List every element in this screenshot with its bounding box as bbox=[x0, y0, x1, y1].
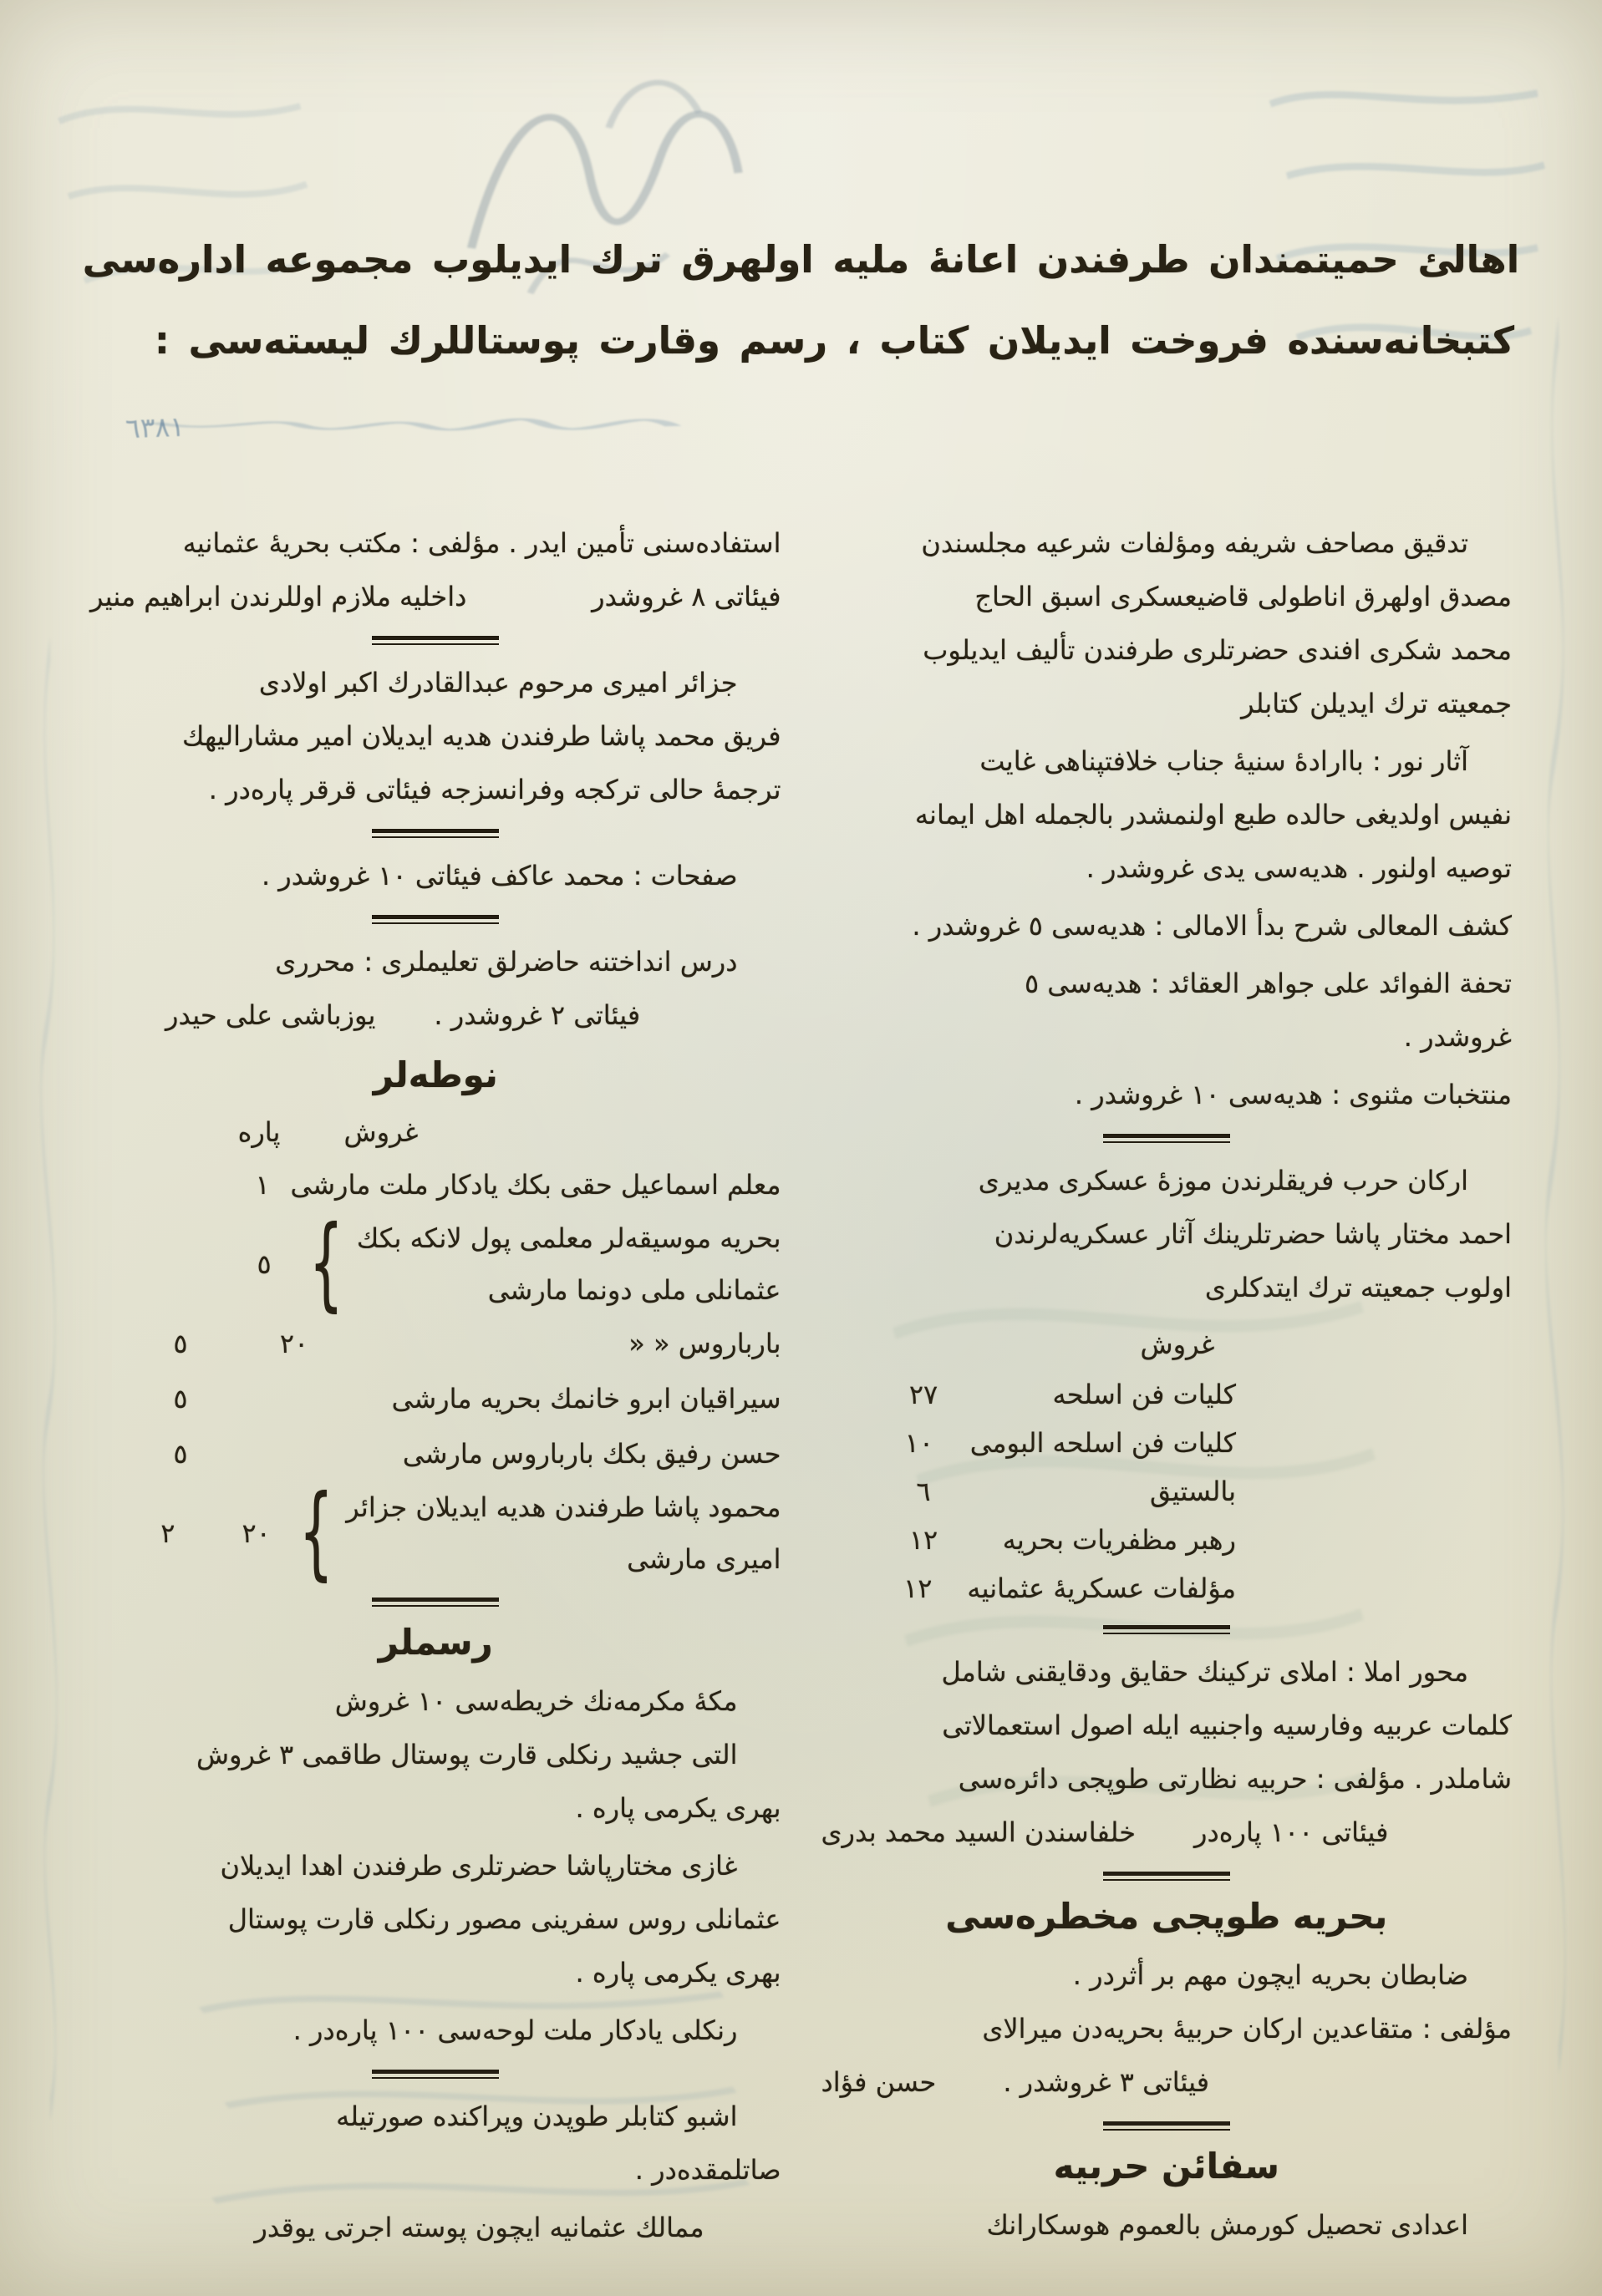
text-line: غازى مختارپاشا حضرتلرى طرفندن اهدا ايديلان bbox=[220, 1850, 738, 1882]
text-line: محمد شكرى افندى حضرتلرى طرفندن تأليف ايديلوب bbox=[923, 634, 1512, 666]
price-value: ٢٧ bbox=[908, 1379, 938, 1410]
paragraph-yadigar-levha bbox=[90, 2004, 781, 2057]
text-line: مؤلفى : متقاعدين اركان حربيهٔ بحريه‌دن ميرالاى bbox=[982, 2013, 1512, 2045]
text-line: جزائر اميرى مرحوم عبدالقادرك اكبر اولادى bbox=[258, 667, 738, 698]
price-table-unit-header: غروش bbox=[1140, 1328, 1215, 1360]
paragraph-mihver-imla bbox=[821, 1645, 1513, 1859]
text-line: صاتلمقده‌در . bbox=[634, 2154, 781, 2186]
column-left bbox=[90, 516, 781, 2296]
text-line: توصيه اولنور . هديه‌سى يدى غروشدر . bbox=[1086, 852, 1512, 884]
text-line: رنكلى يادكار ملت لوحه‌سى ١٠٠ پاره‌در . bbox=[292, 2014, 738, 2046]
text-line: محمود پاشا طرفندن هديه ايديلان جزائر bbox=[346, 1491, 781, 1523]
paragraph-isbu-kitablar bbox=[90, 2090, 781, 2197]
text-line: فريق محمد پاشا طرفندن هديه ايديلان امير مشاراليهك bbox=[181, 720, 781, 752]
section-heading-notalar: نوطه‌لر bbox=[373, 1054, 498, 1095]
showthrough-handwriting bbox=[125, 393, 702, 460]
author-name: يوزباشى على حيدر bbox=[165, 999, 376, 1031]
paragraph-tuhfetulfevaid bbox=[821, 957, 1513, 1064]
march-title: بارباروس « « bbox=[628, 1328, 781, 1359]
text-line: استفاده‌سنى تأمين ايدر . مؤلفى : مكتب بحريهٔ عثمانيه bbox=[182, 527, 781, 559]
page-heading bbox=[0, 237, 1602, 363]
text-line: تحفة الفوائد على جواهر العقائد : هديه‌سى ٥ bbox=[1024, 968, 1512, 999]
paragraph-istifade bbox=[90, 516, 781, 623]
paragraph-gazi-muhtar bbox=[90, 1839, 781, 1999]
author-price-line bbox=[90, 988, 781, 1042]
text-line: محور املا : املاى تركينك حقايق ودقايقنى شامل bbox=[941, 1656, 1468, 1688]
book-title: كليات فن اسلحه bbox=[1052, 1379, 1236, 1410]
paragraph-erkan-harb bbox=[821, 1154, 1513, 1314]
group-brace: { bbox=[298, 1474, 333, 1592]
notes-price-table bbox=[90, 1107, 781, 1592]
text-line: كشف المعالى شرح بدأ الامالى : هديه‌سى ٥ غروشدر . bbox=[912, 910, 1512, 942]
price-text: فيئاتى ٢ غروشدر . bbox=[434, 999, 641, 1031]
march-title: حسن رفيق بكك بارباروس مارشى bbox=[402, 1438, 781, 1470]
text-line: اولوب جمعيته ترك ايتدكلرى bbox=[1204, 1272, 1512, 1303]
price-text: فيئاتى ٨ غروشدر bbox=[592, 581, 781, 612]
text-line: ترجمهٔ حالى تركجه وفرانسزجه فيئاتى قرقر پاره‌در . bbox=[208, 774, 781, 805]
text-line: كلمات عربيه وفارسيه واجنبيه ايله اصول استعمالاتى bbox=[942, 1709, 1512, 1741]
paragraph-ders-endahtine bbox=[90, 935, 781, 1042]
kurus-value: ٢٠ bbox=[279, 1328, 309, 1359]
text-line: ممالك عثمانيه ايچون پوسته اجرتى يوقدر bbox=[254, 2212, 704, 2243]
book-title: مؤلفات عسكريهٔ عثمانيه bbox=[967, 1572, 1236, 1604]
table-row bbox=[868, 1419, 1236, 1467]
price-text: فيئاتى ١٠٠ پاره‌در bbox=[1194, 1816, 1389, 1848]
paragraph-cezair-emiri bbox=[90, 656, 781, 816]
march-title-group bbox=[346, 1481, 781, 1585]
text-line: التى جشيد رنكلى قارت پوستال طاقمى ٣ غروش bbox=[196, 1739, 738, 1770]
text-line: جمعيته ترك ايديلن كتابلر bbox=[1241, 688, 1512, 719]
paragraph-mekke-haritasi bbox=[90, 1674, 781, 1835]
book-title: بالستيق bbox=[1150, 1476, 1236, 1507]
paragraph-muntahabat bbox=[821, 1068, 1513, 1121]
para-value: ٢ bbox=[160, 1517, 175, 1549]
section-divider bbox=[372, 829, 499, 838]
section-divider bbox=[372, 915, 499, 924]
march-title: معلم اسماعيل حقى بكك يادكار ملت مارشى bbox=[290, 1169, 781, 1201]
text-line: عثمانلى ملى دونما مارشى bbox=[487, 1274, 781, 1306]
showthrough-scribble bbox=[1521, 292, 1596, 2214]
author-name: داخليه ملازم اوللرندن ابراهيم منير bbox=[90, 581, 467, 612]
text-line: عثمانلى روس سفرينى مصور رنكلى قارت پوستال bbox=[227, 1903, 781, 1935]
showthrough-scribble bbox=[13, 585, 88, 2172]
section-divider bbox=[1103, 1625, 1230, 1634]
text-line: غروشدر . bbox=[1403, 1021, 1512, 1053]
section-divider bbox=[1103, 1872, 1230, 1881]
text-line: اعدادى تحصيل كورمش بالعموم هوسكارانك bbox=[986, 2209, 1468, 2241]
price-table bbox=[868, 1318, 1236, 1613]
text-line: مصدق اولهرق اناطولى قاضيعسكرى اسبق الحاج bbox=[974, 581, 1512, 612]
paragraph-kesfulmeali bbox=[821, 899, 1513, 952]
text-line: بحريه موسيقه‌لر معلمى پول لانكه بكك bbox=[356, 1222, 781, 1254]
paragraph-tedkik bbox=[821, 516, 1513, 730]
table-row bbox=[868, 1370, 1236, 1419]
section-divider bbox=[372, 1598, 499, 1607]
text-line: اميرى مارشى bbox=[627, 1543, 781, 1575]
author-price-line bbox=[821, 2055, 1513, 2109]
table-row bbox=[868, 1467, 1236, 1516]
text-line: اشبو كتابلر طوپدن وپراكنده صورتيله bbox=[336, 2100, 738, 2132]
section-divider bbox=[372, 2070, 499, 2079]
kurus-value: ٢٠ bbox=[242, 1517, 271, 1549]
section-heading-resimler: رسملر bbox=[378, 1622, 493, 1663]
paragraph-asar-nur bbox=[821, 734, 1513, 895]
table-row bbox=[90, 1426, 781, 1481]
text-line: اركان حرب فريقلرندن موزهٔ عسكرى مديرى bbox=[978, 1165, 1468, 1196]
text-line: بهرى يكرمى پاره . bbox=[575, 1792, 781, 1824]
text-line: ضابطان بحريه ايچون مهم بر أثردر . bbox=[1072, 1959, 1468, 1991]
text-line: تدقيق مصاحف شريفه ومؤلفات شرعيه مجلسندن bbox=[921, 527, 1468, 559]
section-divider bbox=[1103, 2121, 1230, 2131]
section-divider bbox=[372, 636, 499, 645]
paragraph-bahriye-topcu bbox=[821, 1948, 1513, 2109]
group-brace: { bbox=[308, 1205, 344, 1323]
price-value: ١٢ bbox=[908, 1524, 938, 1556]
text-line: صفحات : محمد عاكف فيئاتى ١٠ غروشدر . bbox=[261, 860, 738, 891]
table-row bbox=[868, 1516, 1236, 1564]
para-value: ٥ bbox=[173, 1438, 188, 1470]
paragraph-posta-ucreti bbox=[90, 2201, 781, 2254]
table-row bbox=[90, 1157, 781, 1212]
book-title: رهبر مظفريات بحريه bbox=[1002, 1524, 1236, 1556]
author-price-line bbox=[821, 1806, 1513, 1859]
text-line: احمد مختار پاشا حضرتلرينك آثار عسكريه‌لرندن bbox=[994, 1218, 1512, 1250]
march-title-group bbox=[357, 1212, 781, 1316]
marginalia-number: ٦٣٨١ bbox=[125, 409, 186, 445]
page-heading-line1: اهالئ حميتمندان طرفندن اعانهٔ مليه اولهرق ترك ايديلوب مجموعه اداره‌سى bbox=[82, 237, 1520, 282]
kurus-value: ٥ bbox=[257, 1248, 272, 1280]
text-line: منتخبات مثنوى : هديه‌سى ١٠ غروشدر . bbox=[1074, 1079, 1512, 1110]
paragraph-safahat bbox=[90, 849, 781, 902]
march-title: سيراقيان ابرو خانمك بحريه مارشى bbox=[391, 1383, 781, 1415]
column-header-para: پاره bbox=[237, 1116, 281, 1148]
section-heading-bahriye-topcu: بحريه طوپجى مخطره‌سى bbox=[945, 1896, 1388, 1937]
price-text: فيئاتى ٣ غروشدر . bbox=[1003, 2066, 1210, 2098]
column-header-kurus: غروش bbox=[343, 1116, 419, 1148]
para-value: ٥ bbox=[173, 1383, 188, 1415]
text-line: درس انداختنه حاضرلق تعليملرى : محررى bbox=[275, 946, 738, 978]
kurus-value: ١ bbox=[255, 1169, 270, 1201]
price-value: ٦ bbox=[916, 1476, 931, 1507]
author-name: حسن فؤاد bbox=[821, 2066, 937, 2098]
price-value: ١٠ bbox=[904, 1427, 934, 1459]
author-name: خلفاسندن السيد محمد بدرى bbox=[821, 1816, 1137, 1848]
text-line: شاملدر . مؤلفى : حربيه نظارتى طوپجى دائره‌سى bbox=[958, 1763, 1512, 1795]
notes-column-headers bbox=[90, 1107, 781, 1157]
table-row-group bbox=[90, 1205, 781, 1323]
paragraph-sefain bbox=[821, 2198, 1513, 2252]
para-value: ٥ bbox=[173, 1328, 188, 1359]
page-heading-line2: كتبخانه‌سنده فروخت ايديلان كتاب ، رسم وقارت پوستاللرك ليسته‌سى : bbox=[154, 318, 1515, 363]
table-row-group bbox=[90, 1474, 781, 1592]
text-line: مكهٔ مكرمه‌نك خريطه‌سى ١٠ غروش bbox=[334, 1685, 738, 1717]
section-divider bbox=[1103, 1134, 1230, 1143]
price-value: ١٢ bbox=[903, 1572, 933, 1604]
text-line: بهرى يكرمى پاره . bbox=[575, 1957, 781, 1989]
two-column-body bbox=[90, 516, 1512, 2296]
table-row bbox=[90, 1316, 781, 1371]
table-row bbox=[90, 1371, 781, 1426]
column-right bbox=[821, 516, 1513, 2296]
text-line: آثار نور : باارادهٔ سنيهٔ جناب خلافتپناهى غايت bbox=[979, 745, 1468, 777]
author-price-line bbox=[90, 570, 781, 623]
text-line: نفيس اولديغى حالده طبع اولنمشدر بالجمله اهل ايمانه bbox=[914, 799, 1512, 831]
table-row bbox=[868, 1564, 1236, 1613]
section-heading-sefain-harbiye: سفائن حربيه bbox=[1053, 2146, 1279, 2187]
book-title: كليات فن اسلحه البومى bbox=[969, 1427, 1236, 1459]
